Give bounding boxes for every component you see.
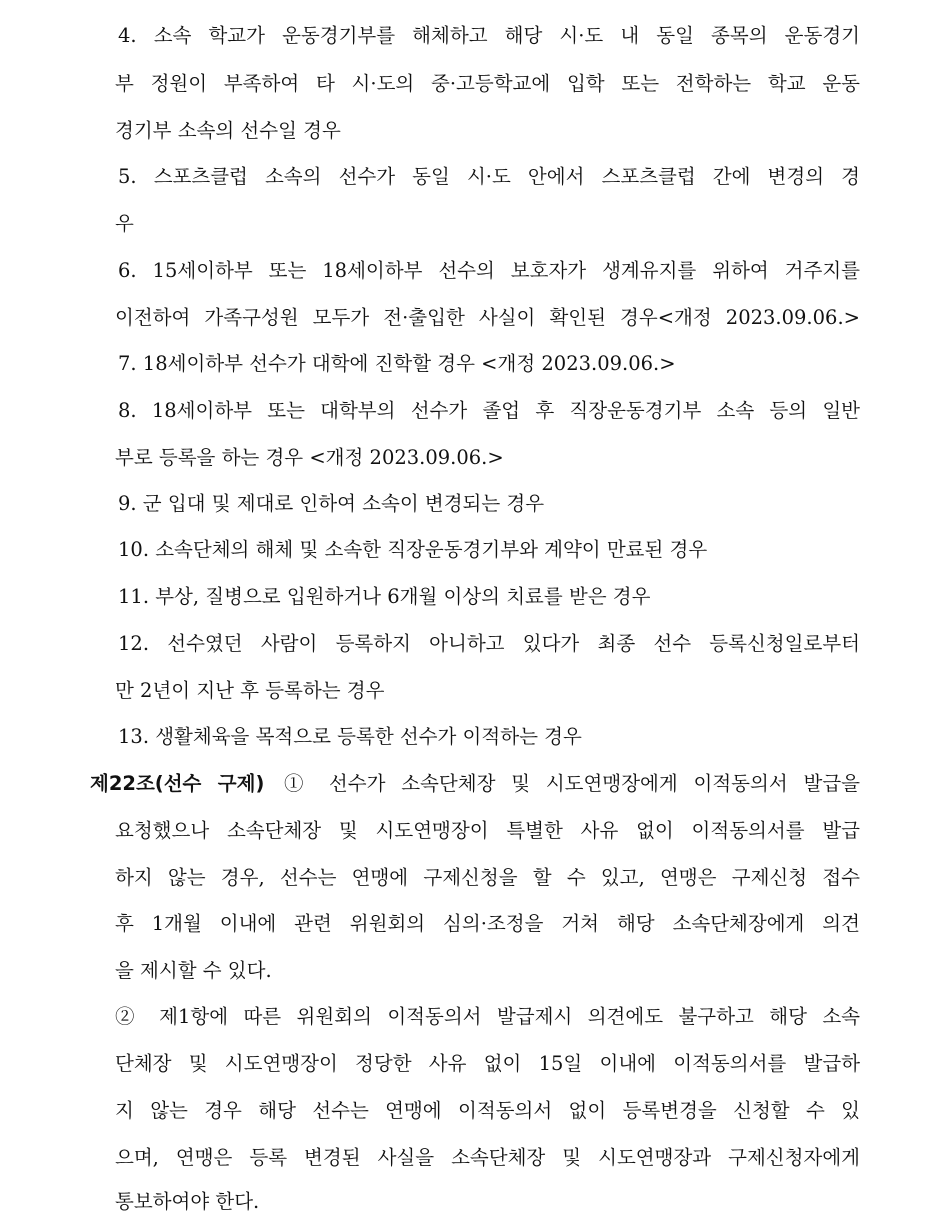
- article-22-p2-line-1: ② 제1항에 따른 위원회의 이적동의서 발급제시 의견에도 불구하고 해당 소속: [115, 1005, 860, 1028]
- item-4-line-1: 4. 소속 학교가 운동경기부를 해체하고 해당 시·도 내 동일 종목의 운동경기: [118, 24, 860, 47]
- article-22-p1-line-3: 하지 않는 경우, 선수는 연맹에 구제신청을 할 수 있고, 연맹은 구제신청 접수: [115, 866, 860, 889]
- item-5-line-1: 5. 스포츠클럽 소속의 선수가 동일 시·도 안에서 스포츠클럽 간에 변경의 경: [118, 165, 860, 188]
- item-9-line-1: 9. 군 입대 및 제대로 인하여 소속이 변경되는 경우: [118, 492, 545, 515]
- article-22-p2-line-3: 지 않는 경우 해당 선수는 연맹에 이적동의서 없이 등록변경을 신청할 수 있: [115, 1099, 860, 1122]
- article-heading: 제22조(선수 구제): [90, 772, 265, 795]
- item-4-line-2: 부 정원이 부족하여 타 시·도의 중·고등학교에 입학 또는 전학하는 학교 운동: [115, 72, 860, 95]
- item-10-line-1: 10. 소속단체의 해체 및 소속한 직장운동경기부와 계약이 만료된 경우: [118, 538, 708, 561]
- item-6-line-2: 이전하여 가족구성원 모두가 전·출입한 사실이 확인된 경우<개정 2023.09.06.>: [115, 306, 860, 329]
- article-22-first-line: [90, 772, 860, 796]
- item-12-line-2: 만 2년이 지난 후 등록하는 경우: [115, 679, 385, 702]
- item-12-line-1: 12. 선수였던 사람이 등록하지 아니하고 있다가 최종 선수 등록신청일로부터: [118, 632, 860, 655]
- article-22-p1-line-5: 을 제시할 수 있다.: [115, 959, 272, 982]
- article-22-p1-line-2: 요청했으나 소속단체장 및 시도연맹장이 특별한 사유 없이 이적동의서를 발급: [115, 819, 860, 842]
- item-7-line-1: 7. 18세이하부 선수가 대학에 진학할 경우 <개정 2023.09.06.>: [118, 352, 676, 375]
- article-22-paragraph-1-first-line: ① 선수가 소속단체장 및 시도연맹장에게 이적동의서 발급을: [274, 772, 861, 795]
- item-11-line-1: 11. 부상, 질병으로 입원하거나 6개월 이상의 치료를 받은 경우: [118, 585, 651, 608]
- article-22-p1-line-4: 후 1개월 이내에 관련 위원회의 심의·조정을 거쳐 해당 소속단체장에게 의견: [115, 912, 860, 935]
- item-4-line-3: 경기부 소속의 선수일 경우: [115, 119, 341, 142]
- item-8-line-1: 8. 18세이하부 또는 대학부의 선수가 졸업 후 직장운동경기부 소속 등의 일반: [118, 399, 860, 422]
- item-8-line-2: 부로 등록을 하는 경우 <개정 2023.09.06.>: [115, 446, 504, 469]
- article-22-p2-line-5: 통보하여야 한다.: [115, 1190, 260, 1213]
- item-13-line-1: 13. 생활체육을 목적으로 등록한 선수가 이적하는 경우: [118, 725, 582, 748]
- item-5-line-2: 우: [115, 212, 134, 235]
- article-22-p2-line-4: 으며, 연맹은 등록 변경된 사실을 소속단체장 및 시도연맹장과 구제신청자에게: [115, 1146, 860, 1169]
- item-6-line-1: 6. 15세이하부 또는 18세이하부 선수의 보호자가 생계유지를 위하여 거주지를: [118, 259, 860, 282]
- article-22-p2-line-2: 단체장 및 시도연맹장이 정당한 사유 없이 15일 이내에 이적동의서를 발급하: [115, 1052, 860, 1075]
